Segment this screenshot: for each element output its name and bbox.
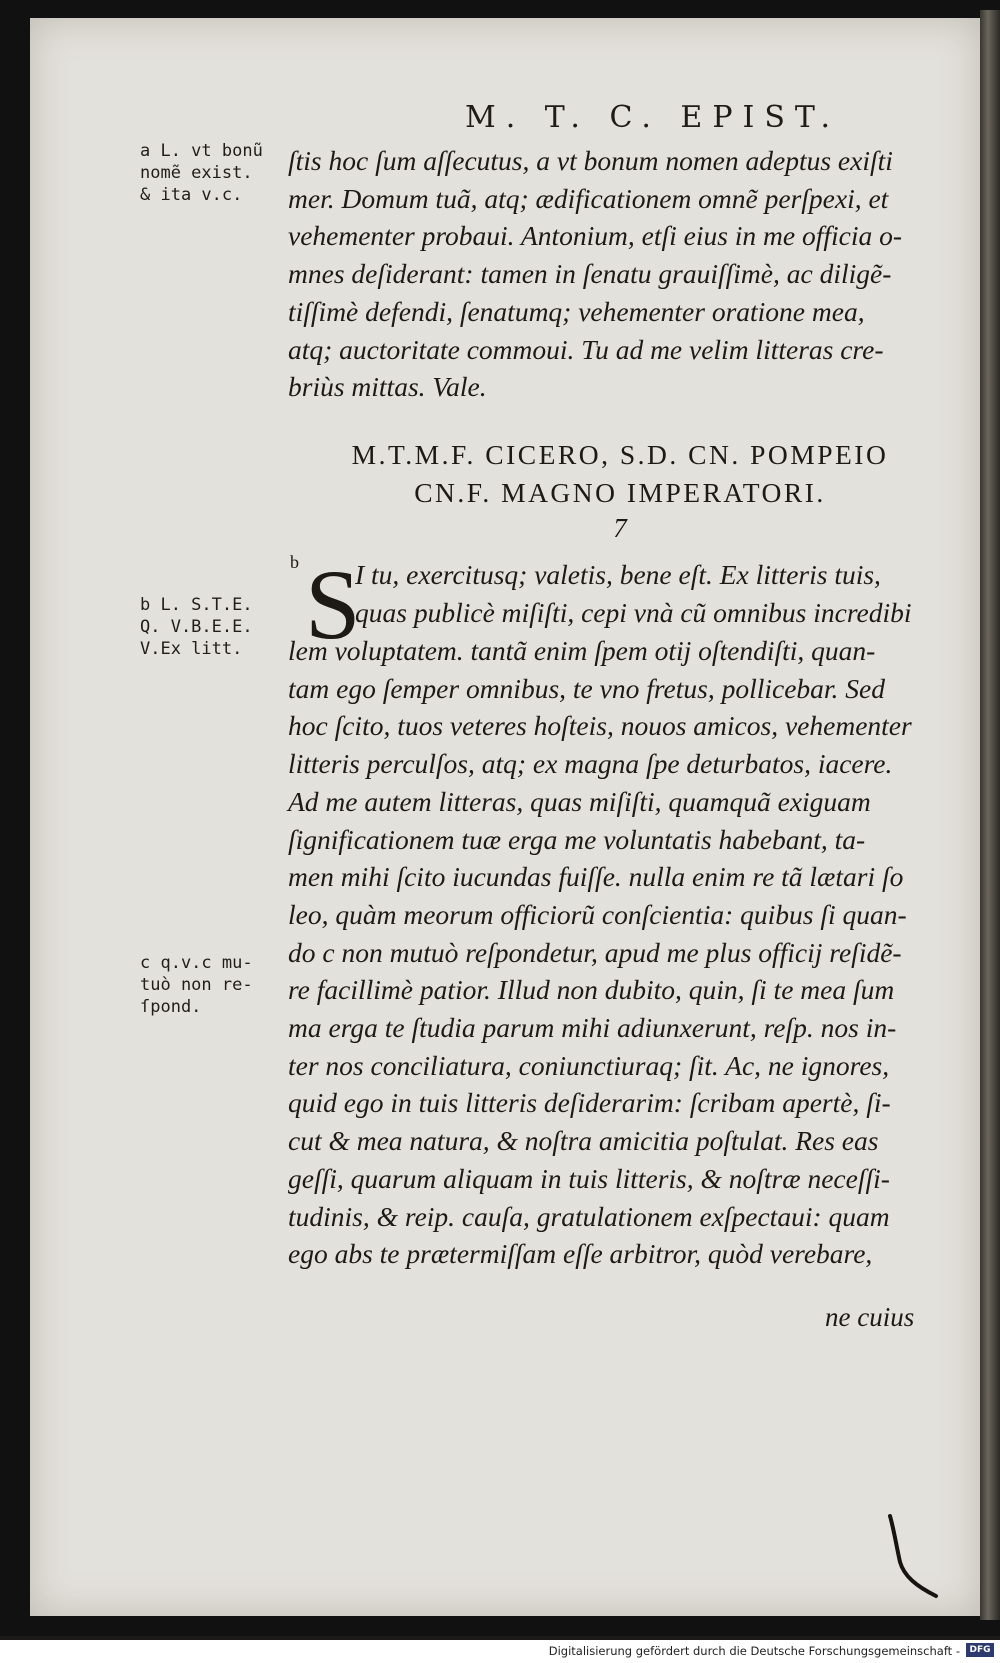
margin-note-line: a L. vt bonũ (140, 141, 263, 161)
text-line: ſtis hoc ſum aſſecutus, a vt bonum nomen adeptus exiſti (288, 145, 893, 176)
text-line: ſignificationem tuæ erga me voluntatis habebant, ta- (288, 823, 866, 855)
margin-note-line: V.Ex litt. (140, 639, 243, 659)
letter-number: 7 (613, 513, 627, 543)
dfg-logo: DFG (966, 1643, 994, 1657)
note-mark-b: b (290, 552, 299, 572)
text-line: hoc ſcito, tuos veteres hoſteis, nouos amicos, vehementer (288, 710, 912, 742)
text-line: mnes deſiderant: tamen in ſenatu grauiſſimè, ac diligẽ- (288, 258, 892, 290)
text-line: mer. Domum tuã, atq; ædificationem omnẽ perſpexi, et (288, 182, 889, 214)
funding-notice: Digitalisierung gefördert durch die Deutsche Forschungsgemeinschaft - (548, 1644, 960, 1658)
heading-line: CN.F. MAGNO IMPERATORI. (414, 477, 826, 508)
text-line: tiſſimè defendi, ſenatumq; vehementer oratione mea, (288, 295, 865, 327)
text-line: ma erga te ſtudia parum mihi adiunxerunt, reſp. nos in- (288, 1012, 897, 1044)
text-line: quas publicè miſiſti, cepi vnà cũ omnibus incredibi (355, 596, 912, 628)
paragraph-1 (288, 142, 948, 406)
text-line: geſſi, quarum aliquam in tuis litteris, & noſtræ neceſſi- (288, 1162, 890, 1194)
margin-note-line: c q.v.c mu- (140, 953, 253, 973)
margin-note-line: ſpond. (140, 997, 202, 1017)
text-line: tam ego ſemper omnibus, te vno fretus, pollicebar. Sed (288, 672, 886, 704)
margin-note-line: tuò non re- (140, 975, 253, 995)
footer-bar (0, 1640, 1000, 1663)
text-line: vehementer probaui. Antonium, etſi eius in me officia o- (288, 220, 903, 252)
text-line: re facillimè patior. Illud non dubito, quin, ſi te mea ſum (288, 974, 895, 1006)
running-head: M. T. C. EPIST. (465, 100, 841, 135)
ink-stroke-mark (882, 1510, 942, 1600)
text-line: ego abs te prætermiſſam eſſe arbitror, quòd verebare, (288, 1238, 873, 1270)
heading-line: M.T.M.F. CICERO, S.D. CN. POMPEIO (351, 439, 889, 470)
text-line: men mihi ſcito iucundas fuiſſe. nulla enim re tã lætari ſo (288, 861, 904, 893)
drop-capital: S (305, 549, 361, 660)
text-line: I tu, exercitusq; valetis, bene eſt. Ex litteris tuis, (355, 559, 881, 590)
margin-note-b (140, 594, 275, 660)
paragraph-2-top (355, 556, 945, 631)
margin-note-line: Q. V.B.E.E. (140, 617, 253, 637)
margin-note-c (140, 952, 275, 1018)
text-line: quid ego in tuis litteris deſiderarim: ſcribam apertè, ſi- (288, 1087, 891, 1119)
text-line: briùs mittas. Vale. (288, 371, 487, 403)
catchword: ne cuius (825, 1302, 915, 1332)
page-edge (980, 10, 1000, 1620)
paragraph-2 (288, 632, 948, 1273)
text-line: cut & mea natura, & noſtra amicitia poſtulat. Res eas (288, 1125, 879, 1157)
text-line: atq; auctoritate commoui. Tu ad me velim litteras cre- (288, 333, 884, 365)
text-line: litteris perculſos, atq; ex magna ſpe deturbatos, iacere. (288, 748, 893, 780)
text-line: Ad me autem litteras, quas miſiſti, quamquã exiguam (288, 785, 871, 817)
text-line: do c non mutuò reſpondetur, apud me plus officij reſidẽ- (288, 936, 902, 968)
margin-note-a (140, 140, 275, 206)
text-line: lem voluptatem. tantã enim ſpem otij oſtendiſti, quan- (288, 635, 876, 666)
margin-note-line: nomẽ exist. (140, 163, 253, 183)
text-line: leo, quàm meorum officiorũ conſcientia: quibus ſi quan- (288, 898, 907, 930)
letter-heading (300, 436, 940, 544)
margin-note-line: b L. S.T.E. (140, 595, 253, 615)
text-line: ter nos conciliatura, coniunctiuraq; ſit. Ac, ne ignores, (288, 1049, 890, 1081)
margin-note-line: & ita v.c. (140, 185, 243, 205)
text-line: tudinis, & reip. cauſa, gratulationem exſpectaui: quam (288, 1200, 890, 1232)
